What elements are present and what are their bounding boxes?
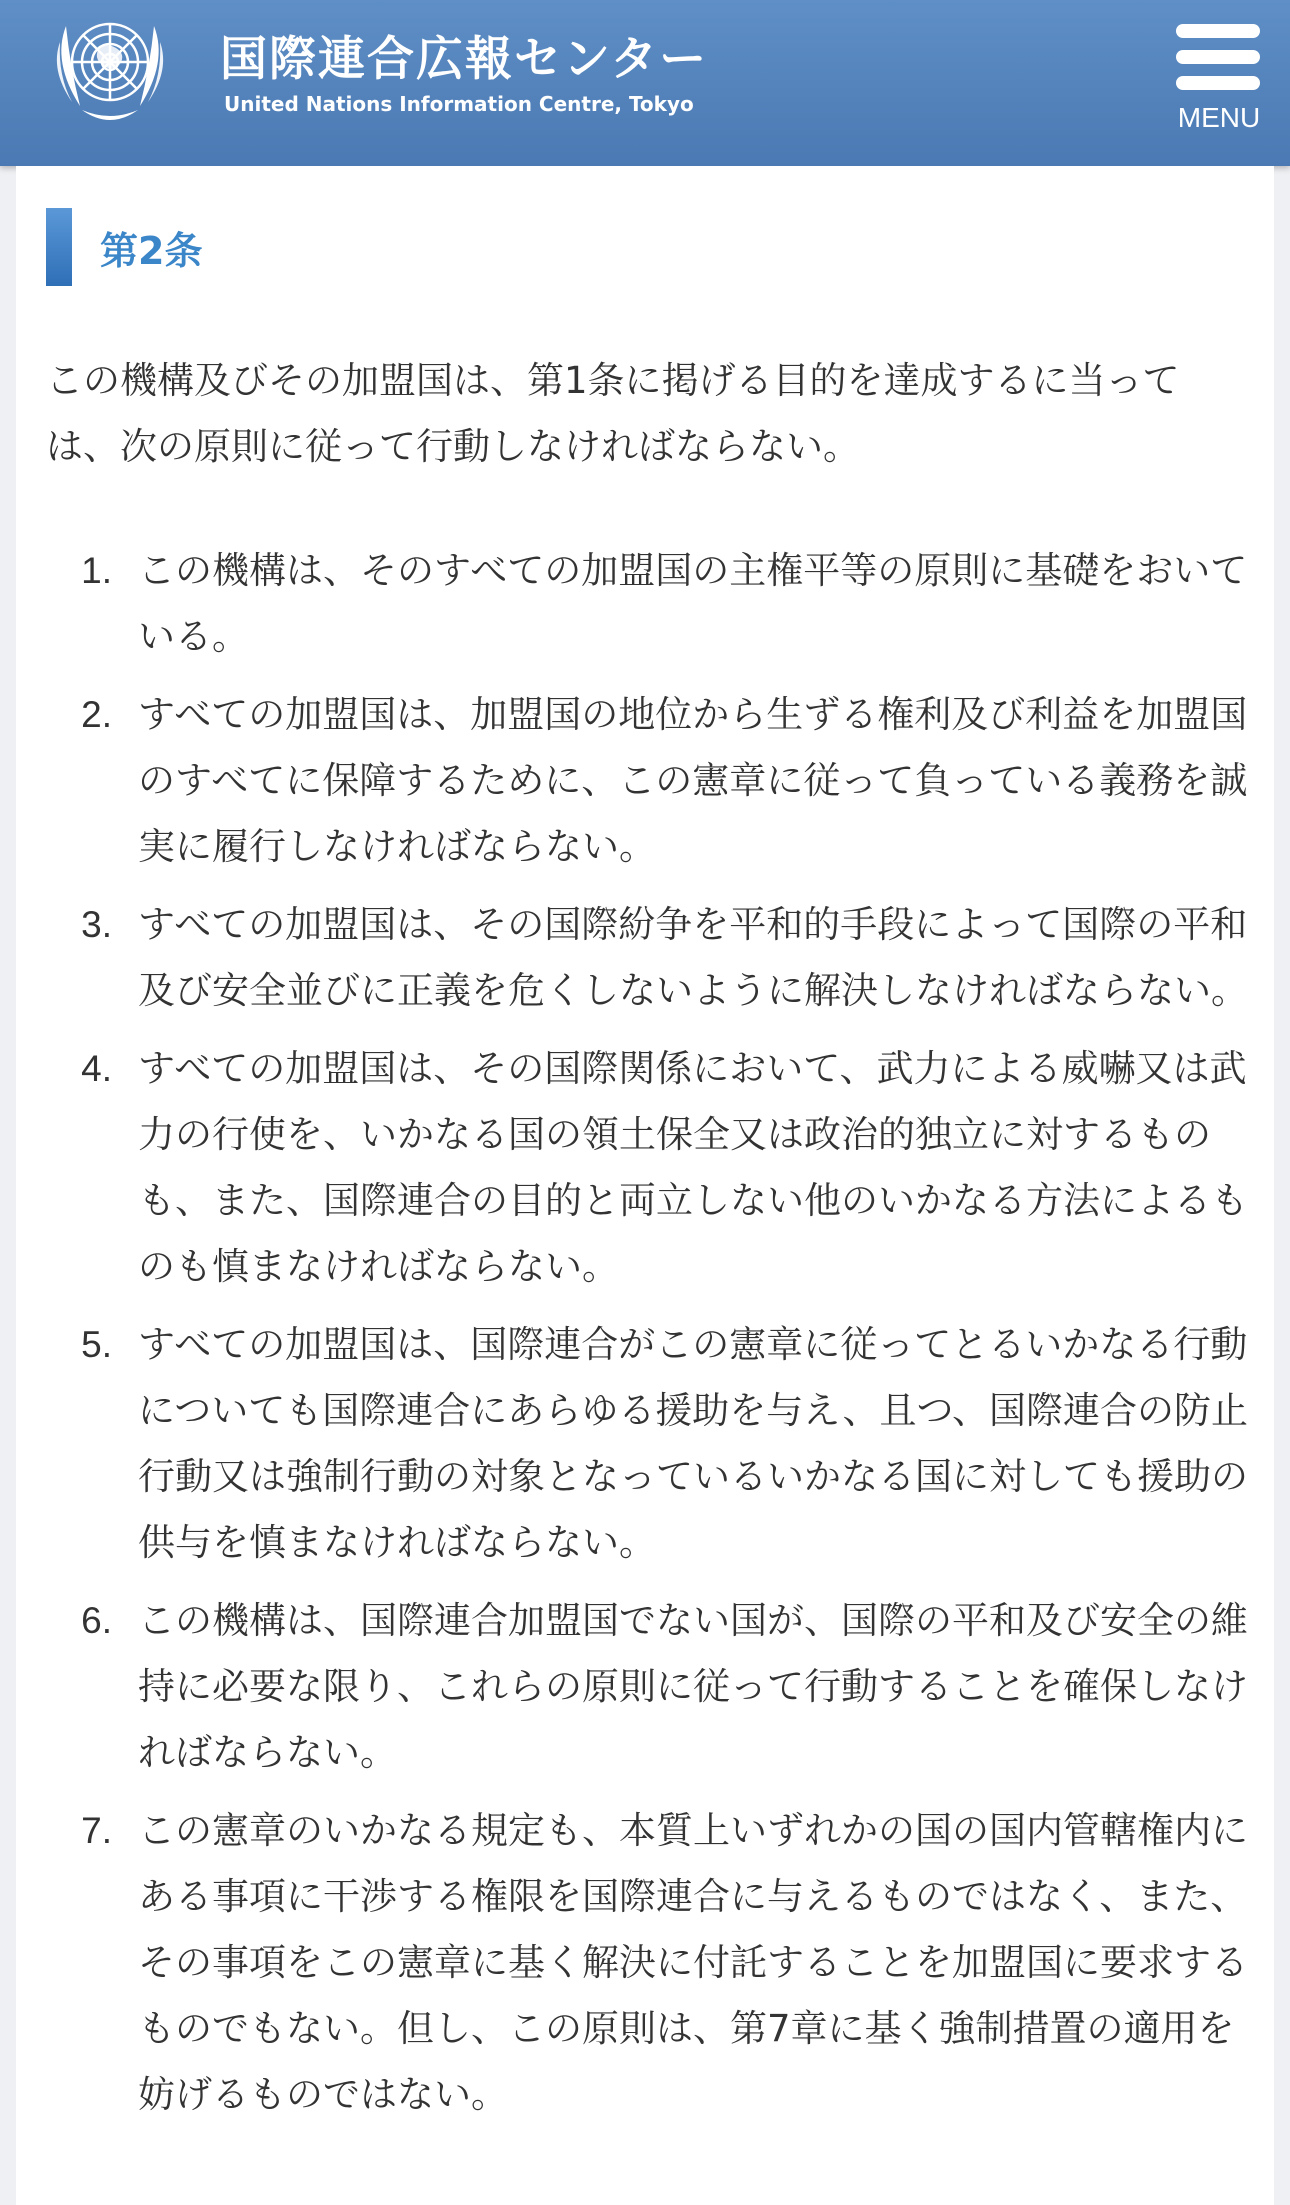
article-heading bbox=[46, 208, 202, 286]
list-item-text: すべての加盟国は、その国際紛争を平和的手段によって国際の平和及び安全並びに正義を危くしないように解決しなければならない。 bbox=[138, 903, 1248, 1012]
list-item bbox=[46, 1588, 1256, 1786]
list-item-number: 1. bbox=[81, 550, 112, 591]
site-header bbox=[0, 0, 1290, 166]
principles-list bbox=[46, 538, 1256, 2140]
article-content bbox=[16, 166, 1274, 2205]
list-item bbox=[46, 1312, 1256, 1576]
list-item-text: すべての加盟国は、国際連合がこの憲章に従ってとるいかなる行動についても国際連合にあらゆる援助を与え、且つ、国際連合の防止行動又は強制行動の対象となっているいかなる国に対しても援助の供与を慎まなければならない。 bbox=[138, 1323, 1248, 1564]
list-item-number: 5. bbox=[81, 1324, 112, 1365]
menu-label: MENU bbox=[1177, 102, 1261, 133]
site-title[interactable]: 国際連合広報センター bbox=[220, 32, 709, 87]
list-item bbox=[46, 682, 1256, 880]
list-item-number: 3. bbox=[81, 904, 112, 945]
list-item-number: 2. bbox=[81, 694, 112, 735]
site-subtitle: United Nations Information Centre, Tokyo bbox=[224, 92, 694, 116]
list-item-number: 6. bbox=[81, 1600, 112, 1641]
article-intro: この機構及びその加盟国は、第1条に掲げる目的を達成するに当っては、次の原則に従って行動しなければならない。 bbox=[46, 359, 1180, 468]
list-item bbox=[46, 538, 1256, 670]
article-title: 第2条 bbox=[100, 228, 203, 273]
un-emblem-icon[interactable] bbox=[36, 6, 184, 134]
list-item-text: すべての加盟国は、加盟国の地位から生ずる権利及び利益を加盟国のすべてに保障するために、この憲章に従って負っている義務を誠実に履行しなければならない。 bbox=[138, 693, 1248, 868]
list-item-text: この機構は、国際連合加盟国でない国が、国際の平和及び安全の維持に必要な限り、これらの原則に従って行動することを確保しなければならない。 bbox=[138, 1599, 1248, 1774]
list-item-text: この機構は、そのすべての加盟国の主権平等の原則に基礎をおいている。 bbox=[138, 549, 1248, 658]
list-item bbox=[46, 892, 1256, 1024]
hamburger-icon bbox=[1176, 24, 1260, 38]
heading-accent-bar bbox=[46, 208, 72, 286]
list-item bbox=[46, 1798, 1256, 2128]
list-item-number: 7. bbox=[81, 1810, 112, 1851]
list-item-text: この憲章のいかなる規定も、本質上いずれかの国の国内管轄権内にある事項に干渉する権限を国際連合に与えるものではなく、また、その事項をこの憲章に基く解決に付託することを加盟国に要求するものでもない。但し、この原則は、第7章に基く強制措置の適用を妨げるものではない。 bbox=[138, 1809, 1248, 2116]
list-item-number: 4. bbox=[81, 1048, 112, 1089]
list-item-text: すべての加盟国は、その国際関係において、武力による威嚇又は武力の行使を、いかなる国の領土保全又は政治的独立に対するものも、また、国際連合の目的と両立しない他のいかなる方法によるものも慎まなければならない。 bbox=[138, 1047, 1248, 1288]
list-item bbox=[46, 1036, 1256, 1300]
menu-button[interactable] bbox=[1168, 22, 1270, 140]
